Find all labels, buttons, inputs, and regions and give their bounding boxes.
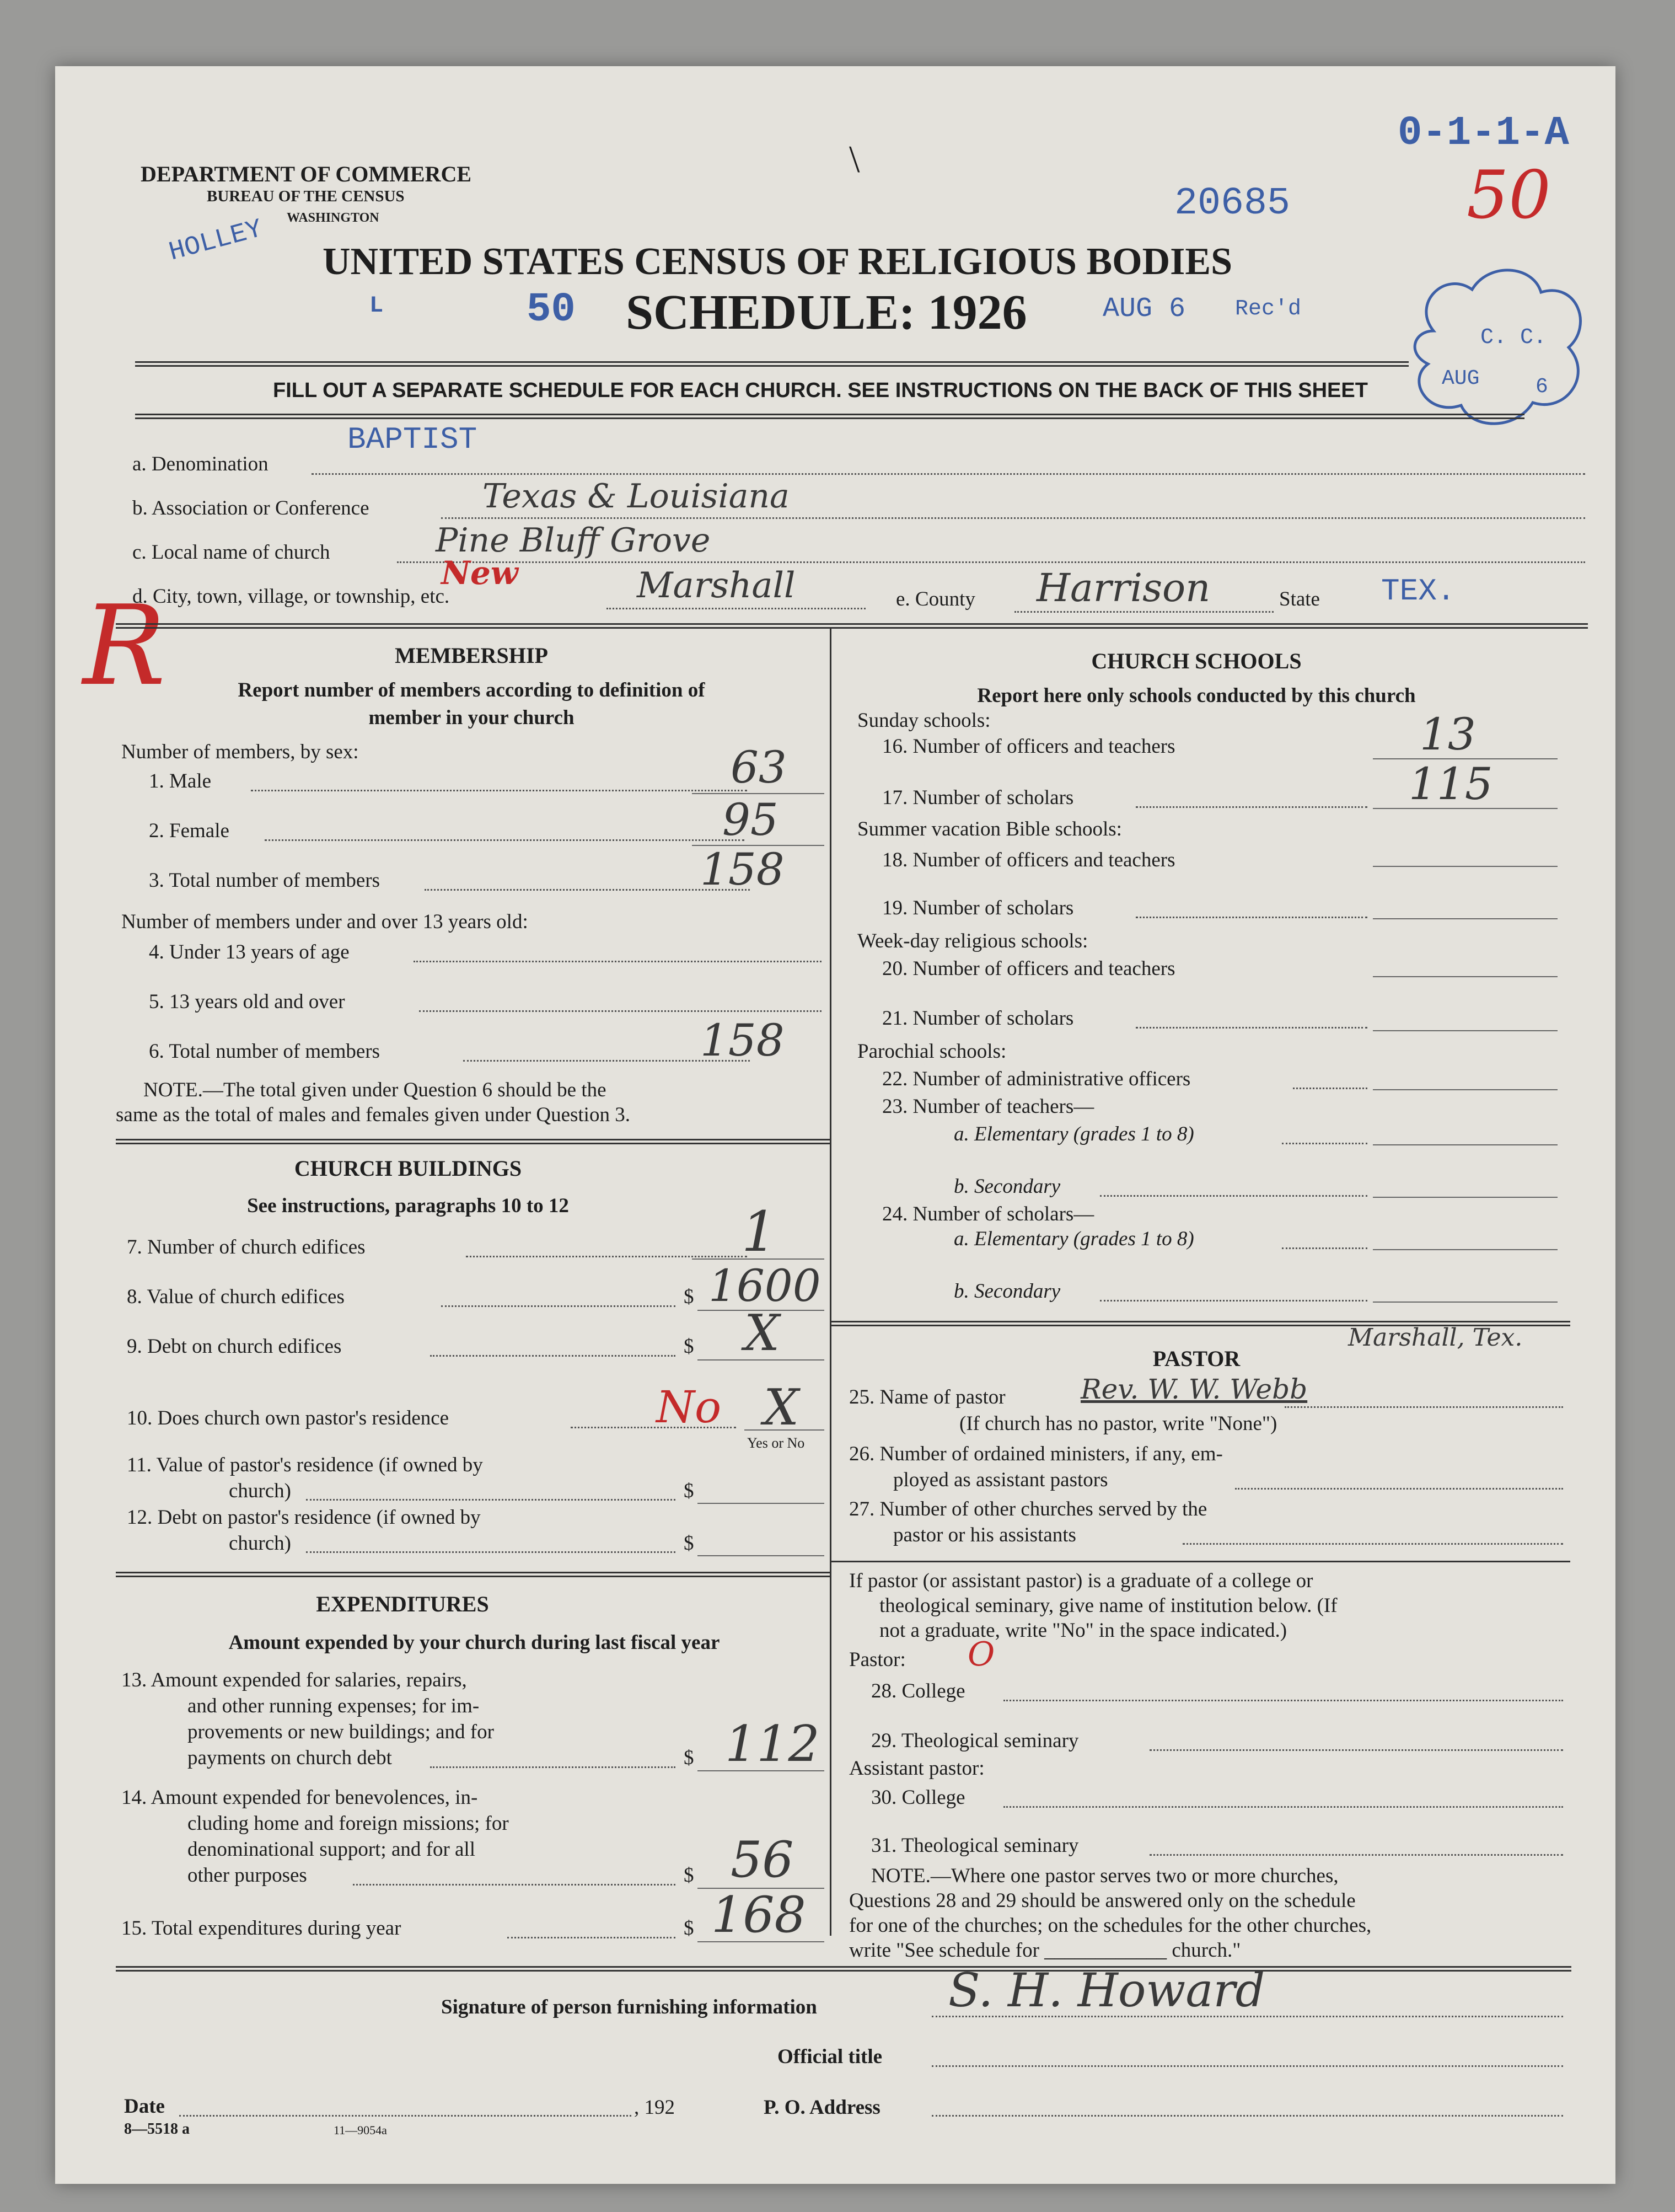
membership-note-2: same as the total of males and females given under Question 3. [116, 1104, 630, 1126]
q9-dollar: $ [684, 1335, 694, 1358]
q13-value[interactable]: 112 [725, 1715, 820, 1773]
footer-top-rule [116, 1966, 1571, 1972]
church-name-line [397, 561, 1585, 563]
q12-dollar: $ [684, 1532, 694, 1555]
q13-label-2: and other running expenses; for im- [187, 1695, 480, 1717]
received-stamp: Rec'd [1235, 297, 1302, 322]
q27-label-1: 27. Number of other churches served by the [849, 1498, 1207, 1520]
q10-dots [571, 1427, 736, 1428]
q13-label-1: 13. Amount expended for salaries, repairs, [121, 1669, 467, 1691]
q8-dollar: $ [684, 1286, 694, 1308]
q20-label: 20. Number of officers and teachers [882, 957, 1175, 980]
buildings-subtitle: See instructions, paragraphs 10 to 12 [247, 1195, 569, 1217]
q25-note: (If church has no pastor, write "None") [959, 1412, 1277, 1435]
q31-label: 31. Theological seminary [871, 1834, 1079, 1857]
bureau-name: BUREAU OF THE CENSUS [207, 188, 405, 205]
schedule-title: SCHEDULE: 1926 [626, 285, 1027, 340]
red-no-mark: No [656, 1381, 722, 1433]
q20-answer-line [1373, 976, 1558, 977]
state-stamp: TEX. [1381, 574, 1456, 609]
denomination-stamp: BAPTIST [347, 422, 477, 457]
graduate-top-rule [831, 1561, 1570, 1562]
under-over-label: Number of members under and over 13 years old: [121, 910, 528, 933]
q10-answer-line [744, 1429, 824, 1431]
red-r-mark: R [83, 582, 166, 710]
assistant-pastor-label: Assistant pastor: [849, 1757, 985, 1780]
q13-label-4: payments on church debt [187, 1747, 392, 1769]
q24b-label: b. Secondary [954, 1280, 1061, 1303]
q19-label: 19. Number of scholars [882, 897, 1074, 919]
q4-under-13-label: 4. Under 13 years of age [149, 941, 350, 963]
q18-answer-line [1373, 866, 1558, 867]
date-year: , 192 [634, 2096, 675, 2119]
q25-dots [1285, 1406, 1563, 1408]
q11-label-2: church) [229, 1480, 291, 1502]
q15-dollar: $ [684, 1917, 694, 1940]
census-schedule-sheet [55, 66, 1615, 2184]
buildings-title: CHURCH BUILDINGS [294, 1156, 522, 1181]
q29-dots [1150, 1749, 1563, 1751]
city-label: d. City, town, village, or township, etc. [132, 585, 450, 608]
q23a-answer-line [1373, 1144, 1558, 1145]
q28-dots [1003, 1700, 1563, 1701]
q14-label-4: other purposes [187, 1864, 307, 1887]
q11-dollar: $ [684, 1480, 694, 1502]
q26-label-2: ployed as assistant pastors [893, 1469, 1108, 1491]
q14-label-3: denominational support; and for all [187, 1838, 475, 1861]
cc-stamp-text: C. C. [1480, 325, 1547, 350]
q12-dots [306, 1551, 675, 1553]
enumerator-name-stamp: HOLLEY [165, 214, 266, 268]
date-label: Date [124, 2095, 165, 2118]
q15-answer-line [697, 1941, 824, 1942]
q30-dots [1003, 1806, 1563, 1808]
pastor-address-note: Marshall, Tex. [1348, 1324, 1523, 1352]
q17-dots [1136, 806, 1367, 808]
q29-label: 29. Theological seminary [871, 1729, 1079, 1752]
q8-label: 8. Value of church edifices [127, 1286, 345, 1308]
q28-label: 28. College [871, 1680, 965, 1702]
membership-subtitle-1: Report number of members according to definition of [238, 679, 705, 701]
q31-dots [1150, 1854, 1563, 1856]
q27-dots [1183, 1543, 1563, 1545]
q22-label: 22. Number of administrative officers [882, 1068, 1191, 1090]
q25-label: 25. Name of pastor [849, 1386, 1006, 1408]
q7-value[interactable]: 1 [742, 1199, 777, 1264]
membership-subtitle-2: member in your church [368, 706, 575, 729]
q27-label-2: pastor or his assistants [893, 1524, 1076, 1546]
q16-value[interactable]: 13 [1420, 709, 1476, 760]
q10-value[interactable]: X [764, 1379, 799, 1437]
q6-total-value[interactable]: 158 [700, 1015, 785, 1066]
column-divider [830, 629, 831, 1936]
department-name: DEPARTMENT OF COMMERCE [141, 162, 472, 186]
q23b-label: b. Secondary [954, 1175, 1061, 1198]
q24a-answer-line [1373, 1249, 1558, 1250]
q11-label-1: 11. Value of pastor's residence (if owned by [127, 1454, 483, 1476]
q14-label-2: cluding home and foreign missions; for [187, 1812, 509, 1835]
q24-label: 24. Number of scholars— [882, 1203, 1094, 1225]
county-line [1014, 611, 1274, 613]
church-name-value[interactable]: Pine Bluff Grove [436, 521, 711, 560]
l-mark: L [369, 292, 384, 319]
cc-stamp-day: 6 [1536, 375, 1548, 399]
q15-dots [507, 1937, 675, 1938]
cc-flower-stamp [1400, 265, 1599, 436]
expenditures-title: EXPENDITURES [316, 1592, 489, 1616]
print-number: 11—9054a [334, 2123, 387, 2137]
church-name-label: c. Local name of church [132, 541, 330, 564]
denomination-line [312, 473, 1585, 475]
q19-answer-line [1373, 918, 1558, 919]
q10-label: 10. Does church own pastor's residence [127, 1407, 449, 1429]
q15-label: 15. Total expenditures during year [121, 1917, 401, 1940]
q13-label-3: provements or new buildings; and for [187, 1721, 494, 1743]
q23b-answer-line [1373, 1197, 1558, 1198]
q18-label: 18. Number of officers and teachers [882, 849, 1175, 871]
pastor-note-2: Questions 28 and 29 should be answered only on the schedule [849, 1889, 1356, 1912]
q8-value[interactable]: 1600 [708, 1260, 821, 1311]
q9-dots [430, 1355, 675, 1357]
q2-female-value[interactable]: 95 [722, 794, 779, 845]
q12-answer-line [697, 1555, 824, 1556]
q1-male-value[interactable]: 63 [731, 742, 787, 793]
signature-label: Signature of person furnishing information [441, 1996, 817, 2018]
red-number-mark: 50 [1467, 157, 1551, 234]
q12-label-2: church) [229, 1532, 291, 1555]
association-value[interactable]: Texas & Louisiana [482, 477, 790, 516]
q24b-answer-line [1373, 1302, 1558, 1303]
cc-stamp-date: AUG [1442, 367, 1480, 390]
membership-note-1: NOTE.—The total given under Question 6 should be the [143, 1079, 606, 1101]
po-address-line [932, 2115, 1563, 2117]
q23a-label: a. Elementary (grades 1 to 8) [954, 1123, 1194, 1145]
members-by-sex-label: Number of members, by sex: [121, 741, 359, 763]
q14-dots [353, 1884, 675, 1886]
bureau-city: WASHINGTON [287, 211, 379, 225]
section-top-rule [116, 623, 1588, 629]
pastor-title: PASTOR [1152, 1346, 1241, 1371]
summer-schools-label: Summer vacation Bible schools: [857, 818, 1122, 840]
q3-total-value[interactable]: 158 [700, 844, 785, 895]
q23a-dots [1282, 1143, 1367, 1144]
q13-dots [430, 1766, 675, 1768]
q9-value[interactable]: X [744, 1304, 780, 1362]
q17-answer-line [1373, 808, 1558, 809]
form-code-stamp: 0-1-1-A [1398, 110, 1569, 157]
form-number: 8—5518 a [124, 2120, 190, 2138]
county-label: e. County [896, 588, 975, 610]
q26-label-1: 26. Number of ordained ministers, if any, em- [849, 1443, 1223, 1465]
denomination-label: a. Denomination [132, 453, 269, 475]
q17-label: 17. Number of scholars [882, 786, 1074, 809]
city-line [606, 608, 866, 609]
q5-over-13-label: 5. 13 years old and over [149, 990, 345, 1013]
q23-label: 23. Number of teachers— [882, 1095, 1094, 1118]
expenditures-top-rule [116, 1572, 830, 1577]
association-line [441, 517, 1585, 519]
signature-line [932, 2016, 1563, 2017]
q9-label: 9. Debt on church edifices [127, 1335, 342, 1358]
pastor-note-3: for one of the churches; on the schedules for the other churches, [849, 1914, 1372, 1937]
county-value[interactable]: Harrison [1037, 565, 1211, 610]
q24b-dots [1100, 1300, 1367, 1302]
official-title-label: Official title [777, 2045, 883, 2068]
graduate-text-2: theological seminary, give name of institution below. (If [879, 1594, 1338, 1617]
number-stamp: 50 [527, 287, 576, 333]
q7-dots [466, 1256, 747, 1257]
schools-title: CHURCH SCHOOLS [1091, 649, 1302, 673]
q11-dots [306, 1499, 675, 1501]
banner-top-rule [135, 361, 1409, 367]
q6-total-label: 6. Total number of members [149, 1040, 380, 1063]
q21-label: 21. Number of scholars [882, 1007, 1074, 1030]
q19-dots [1136, 917, 1367, 918]
parochial-schools-label: Parochial schools: [857, 1040, 1007, 1063]
pastor-note-1: NOTE.—Where one pastor serves two or more churches, [871, 1865, 1339, 1887]
schools-subtitle: Report here only schools conducted by this church [977, 684, 1416, 707]
serial-number-stamp: 20685 [1174, 182, 1291, 226]
pen-mark: \ [849, 138, 860, 181]
po-address-label: P. O. Address [764, 2096, 881, 2119]
yes-no-caption: Yes or No [747, 1435, 805, 1451]
q14-value[interactable]: 56 [731, 1831, 794, 1889]
q5-dots [419, 1010, 822, 1012]
pastor-education-label: Pastor: [849, 1648, 906, 1671]
q13-dollar: $ [684, 1747, 694, 1769]
q4-dots [414, 961, 822, 962]
association-label: b. Association or Conference [132, 497, 369, 519]
q15-value[interactable]: 168 [711, 1886, 806, 1944]
q2-dots [265, 839, 744, 841]
q14-dollar: $ [684, 1864, 694, 1887]
state-label: State [1279, 588, 1320, 610]
q26-dots [1235, 1488, 1563, 1490]
q7-answer-line [692, 1258, 824, 1260]
sunday-schools-label: Sunday schools: [857, 709, 991, 732]
q8-dots [441, 1305, 675, 1307]
q21-answer-line [1373, 1030, 1558, 1031]
expenditures-subtitle: Amount expended by your church during last fiscal year [228, 1631, 720, 1654]
pastor-note-4: write "See schedule for ____________ church." [849, 1939, 1241, 1962]
instruction-banner: FILL OUT A SEPARATE SCHEDULE FOR EACH CHURCH. SEE INSTRUCTIONS ON THE BACK OF THIS SHEET [273, 379, 1368, 402]
membership-title: MEMBERSHIP [395, 643, 548, 668]
q21-dots [1136, 1027, 1367, 1029]
q24a-label: a. Elementary (grades 1 to 8) [954, 1228, 1194, 1250]
buildings-top-rule [116, 1139, 830, 1144]
q13-answer-line [697, 1770, 824, 1771]
q11-answer-line [697, 1503, 824, 1504]
q12-label-1: 12. Debt on pastor's residence (if owned by [127, 1506, 481, 1529]
graduate-text-1: If pastor (or assistant pastor) is a graduate of a college or [849, 1570, 1313, 1592]
signature-value[interactable]: S. H. Howard [948, 1963, 1265, 2017]
q22-dots [1293, 1088, 1367, 1089]
q7-label: 7. Number of church edifices [127, 1236, 366, 1258]
q14-label-1: 14. Amount expended for benevolences, in- [121, 1786, 478, 1809]
q23b-dots [1100, 1195, 1367, 1197]
banner-bottom-rule [135, 414, 1524, 419]
date-line [179, 2115, 631, 2117]
q2-female-label: 2. Female [149, 820, 229, 842]
q25-pastor-name[interactable]: Rev. W. W. Webb [1081, 1373, 1308, 1405]
graduate-text-3: not a graduate, write "No" in the space indicated.) [879, 1619, 1287, 1642]
form-title: UNITED STATES CENSUS OF RELIGIOUS BODIES [323, 240, 1233, 283]
weekday-schools-label: Week-day religious schools: [857, 930, 1088, 952]
official-title-line [932, 2065, 1563, 2067]
q16-label: 16. Number of officers and teachers [882, 735, 1175, 758]
q9-answer-line [697, 1359, 824, 1361]
city-value[interactable]: Marshall [637, 565, 796, 606]
q1-dots [251, 790, 747, 791]
q17-value[interactable]: 115 [1409, 758, 1493, 810]
red-o-mark: O [968, 1635, 995, 1674]
q22-answer-line [1373, 1089, 1558, 1090]
q30-label: 30. College [871, 1786, 965, 1809]
q24a-dots [1282, 1247, 1367, 1249]
red-new-mark: New [441, 554, 518, 592]
q3-total-label: 3. Total number of members [149, 869, 380, 892]
received-date-stamp: AUG 6 [1103, 293, 1186, 325]
q1-male-label: 1. Male [149, 770, 212, 792]
